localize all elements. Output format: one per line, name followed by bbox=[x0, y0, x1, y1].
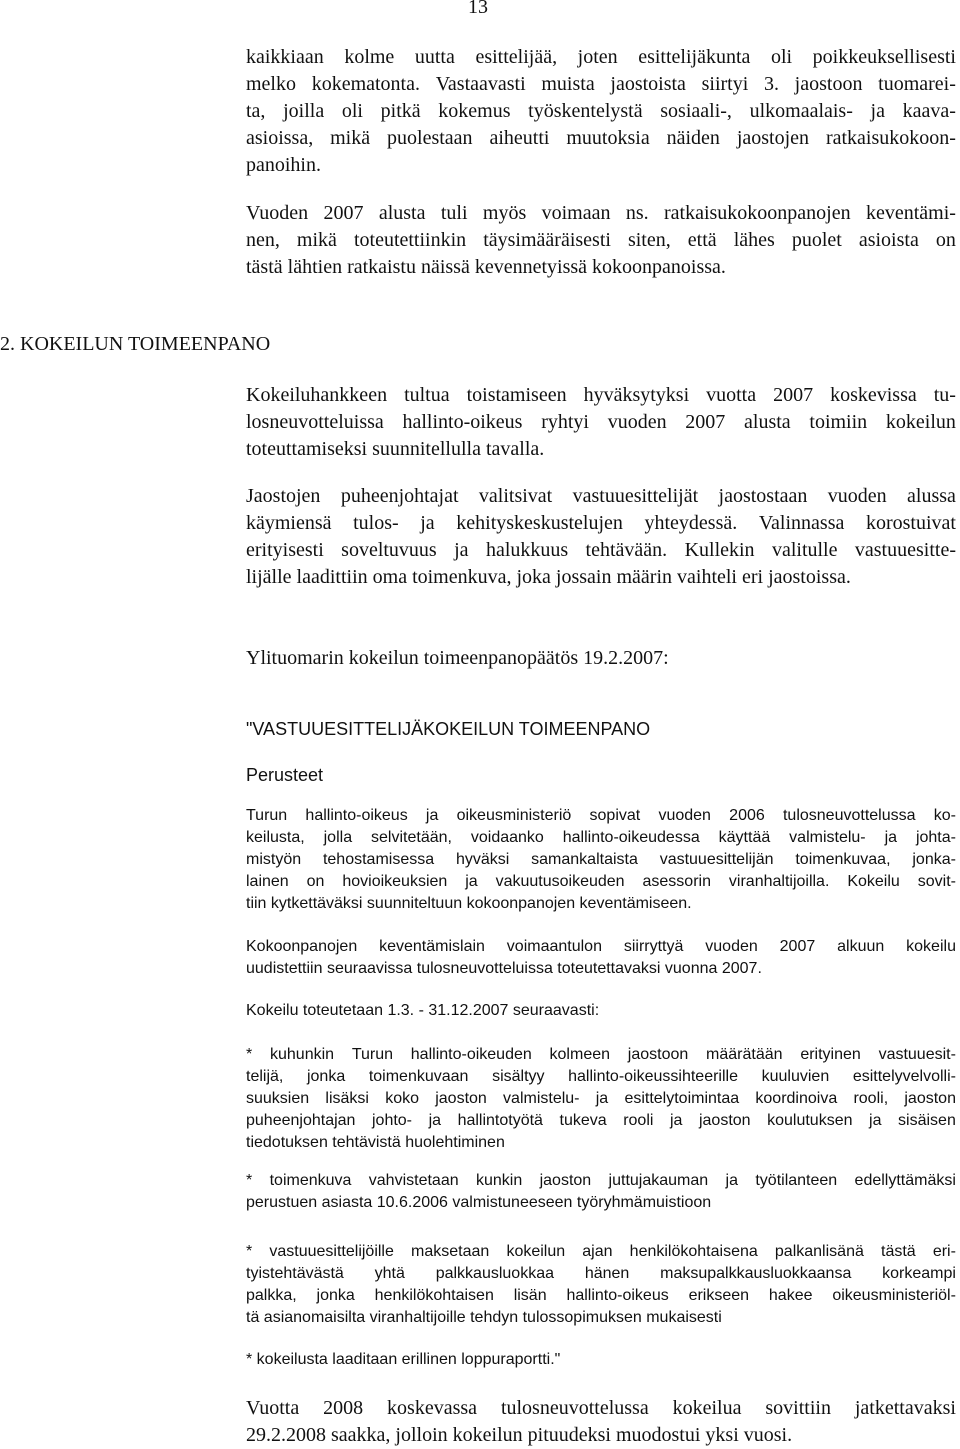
word: jaostoon bbox=[627, 1046, 689, 1063]
word: vastuuesit- bbox=[878, 1046, 956, 1063]
word: valmistelu- bbox=[789, 829, 866, 846]
word: täysimääräisesti bbox=[483, 229, 611, 251]
text-line bbox=[246, 227, 956, 254]
word: ryhtyi bbox=[541, 411, 589, 433]
word: palkanlisänä bbox=[774, 1243, 864, 1260]
word: Turun bbox=[351, 1046, 394, 1063]
word: melko bbox=[246, 73, 296, 95]
bullet-vastuuesittelija bbox=[246, 1044, 956, 1154]
word: muutoksia bbox=[566, 127, 650, 149]
word: soveltuvuus bbox=[341, 539, 437, 561]
word: lähes bbox=[733, 229, 775, 251]
text-line bbox=[246, 1285, 956, 1307]
word: erikseen bbox=[688, 1287, 750, 1304]
word: toimenkuva bbox=[269, 1172, 352, 1189]
text-line bbox=[246, 1044, 956, 1066]
word: mistyön bbox=[246, 851, 302, 868]
word: johta- bbox=[915, 829, 956, 846]
word: esittelijää, bbox=[475, 46, 558, 68]
word: hyväksytyksi bbox=[583, 384, 690, 406]
word: ns. bbox=[625, 202, 649, 224]
word: koskevissa bbox=[830, 384, 917, 406]
word: eri- bbox=[932, 1243, 956, 1260]
text-line: uudistettiin seuraavissa tulosneuvotteluissa toteutettavaksi vuonna 2007. bbox=[246, 960, 762, 977]
word: 3. bbox=[763, 73, 779, 95]
word: Vuotta bbox=[246, 1397, 300, 1419]
word: kokematonta. bbox=[311, 73, 420, 95]
word: puolestaan bbox=[387, 127, 473, 149]
word: maksupalkkausluokkaansa bbox=[660, 1265, 852, 1282]
word: 2007 bbox=[323, 202, 364, 224]
word: 2007 bbox=[779, 938, 816, 955]
bullet-toimenkuva bbox=[246, 1170, 956, 1214]
word: kehityskeskustelujen bbox=[456, 512, 623, 534]
word: edellyttämäksi bbox=[854, 1172, 956, 1189]
quote-subtitle: Perusteet bbox=[246, 765, 324, 785]
text-line bbox=[246, 849, 956, 871]
word: korostuivat bbox=[865, 512, 956, 534]
word: hyväksi bbox=[455, 851, 510, 868]
word: suuksien bbox=[246, 1090, 310, 1107]
word: tultua bbox=[404, 384, 450, 406]
word: koko bbox=[385, 1090, 419, 1107]
quote-title: "VASTUUESITTELIJÄKOKEILUN TOIMEENPANO bbox=[246, 719, 651, 739]
word: mikä bbox=[296, 229, 337, 251]
word: jaoston bbox=[698, 1112, 751, 1129]
word: kokemus bbox=[438, 100, 511, 122]
word: hallinto-oikeussihteerille bbox=[568, 1068, 738, 1085]
word: ratkaisukokoonpanojen bbox=[663, 202, 851, 224]
word: hakee bbox=[768, 1287, 813, 1304]
word: käymiensä bbox=[246, 512, 332, 534]
word: jaostoista bbox=[610, 73, 686, 95]
word: ta, bbox=[246, 100, 266, 122]
text-line bbox=[246, 1395, 956, 1422]
word: toteutettiinkin bbox=[353, 229, 467, 251]
word: hallinto-oikeudessa bbox=[562, 829, 700, 846]
word: maksetaan bbox=[411, 1243, 490, 1260]
word: sopivat bbox=[589, 807, 641, 824]
word: 2006 bbox=[729, 807, 765, 824]
word: vahvistetaan bbox=[368, 1172, 459, 1189]
word: vastuuesittelijöille bbox=[269, 1243, 394, 1260]
word: esittelytoimintaa bbox=[624, 1090, 740, 1107]
text-line bbox=[246, 71, 956, 98]
word: ja bbox=[454, 539, 469, 561]
word: kolmeen bbox=[549, 1046, 611, 1063]
word: että bbox=[687, 229, 717, 251]
word: Turun bbox=[246, 807, 288, 824]
word: asessorin bbox=[642, 873, 711, 890]
word: ja bbox=[725, 1172, 738, 1189]
word: halukkuus bbox=[485, 539, 569, 561]
text-line: * kokeilusta laaditaan erillinen loppuraportti." bbox=[246, 1351, 561, 1368]
word: vuoden bbox=[658, 807, 711, 824]
word: hovioikeuksien bbox=[342, 873, 448, 890]
word: Kokoonpanojen bbox=[246, 938, 358, 955]
word: jaostostaan bbox=[718, 485, 808, 507]
word: tuli bbox=[440, 202, 468, 224]
word: mikä bbox=[330, 127, 371, 149]
word: kolme bbox=[344, 46, 395, 68]
text-line bbox=[246, 805, 956, 827]
word: hänen bbox=[584, 1265, 630, 1282]
word: palkka, bbox=[246, 1287, 297, 1304]
word: jaoston bbox=[904, 1090, 956, 1107]
word: asioista bbox=[858, 229, 919, 251]
word: sovittiin bbox=[765, 1397, 831, 1419]
text-line: tästä lähtien ratkaistu näissä kevennetyissä kokoonpanoissa. bbox=[246, 256, 726, 278]
word: ja bbox=[884, 829, 898, 846]
word: lainen bbox=[246, 873, 289, 890]
word: jaostojen bbox=[736, 127, 810, 149]
word: ja bbox=[669, 1112, 683, 1129]
word: kokeilun bbox=[506, 1243, 566, 1260]
word: toimenkuvaa, bbox=[795, 851, 891, 868]
word: valitulle bbox=[771, 539, 838, 561]
text-line bbox=[246, 483, 956, 510]
word: erityinen bbox=[800, 1046, 861, 1063]
word: kuuluvien bbox=[761, 1068, 830, 1085]
text-line bbox=[246, 537, 956, 564]
word: tuomarei- bbox=[878, 73, 956, 95]
word: hallinto-oikeus bbox=[305, 807, 408, 824]
word: toimenkuvaan bbox=[368, 1068, 469, 1085]
word: sosiaali-, bbox=[660, 100, 732, 122]
word: puheenjohtajat bbox=[340, 485, 459, 507]
word: vakuutusoikeuden bbox=[495, 873, 625, 890]
word: ja bbox=[595, 1090, 609, 1107]
word: Valinnassa bbox=[758, 512, 845, 534]
word: yhteydessä. bbox=[644, 512, 738, 534]
word: 2008 bbox=[323, 1397, 364, 1419]
word: siirryttyä bbox=[623, 938, 684, 955]
word: pitkä bbox=[380, 100, 421, 122]
word: oikeusministeriöl- bbox=[832, 1287, 956, 1304]
word: alusta bbox=[744, 411, 791, 433]
word: muista bbox=[541, 73, 595, 95]
word: kokeilun bbox=[885, 411, 956, 433]
text-line: tä asianomaisilta viranhaltijoille tehdyn tulossopimuksen mukaisesti bbox=[246, 1309, 722, 1326]
word: työskentelystä bbox=[528, 100, 643, 122]
word: jaoston bbox=[435, 1090, 487, 1107]
word: Vuoden bbox=[246, 202, 309, 224]
word: hallinto-oikeuden bbox=[410, 1046, 532, 1063]
word: koskevassa bbox=[387, 1397, 478, 1419]
word: oli bbox=[770, 46, 793, 68]
word: keventämi- bbox=[865, 202, 956, 224]
word: 2007 bbox=[685, 411, 726, 433]
word: ja bbox=[425, 807, 439, 824]
quote-paragraph-schedule bbox=[246, 1000, 956, 1022]
text-line bbox=[246, 382, 956, 409]
word: uutta bbox=[414, 46, 455, 68]
word: tu- bbox=[933, 384, 956, 406]
word: vuoden bbox=[827, 485, 887, 507]
text-line bbox=[246, 510, 956, 537]
word: ulkomaalais- bbox=[749, 100, 853, 122]
text-line bbox=[246, 827, 956, 849]
word: koordinoiva bbox=[755, 1090, 838, 1107]
word: oikeusministeriö bbox=[456, 807, 572, 824]
word: jatkettavaksi bbox=[854, 1397, 956, 1419]
bullet-palkanlisa bbox=[246, 1241, 956, 1329]
word: telijä, bbox=[246, 1068, 284, 1085]
word: Kokeiluhankkeen bbox=[246, 384, 388, 406]
word: voimaantulon bbox=[506, 938, 602, 955]
word: on bbox=[935, 229, 956, 251]
word: tulos- bbox=[353, 512, 399, 534]
text-line: panoihin. bbox=[246, 154, 321, 176]
word: jonka- bbox=[912, 851, 956, 868]
word: lisäksi bbox=[325, 1090, 369, 1107]
text-line bbox=[246, 1066, 956, 1088]
word: viranhaltijoilla. bbox=[728, 873, 830, 890]
word: * bbox=[246, 1172, 253, 1189]
word: nen, bbox=[246, 229, 280, 251]
word: hallinto-oikeus bbox=[402, 411, 523, 433]
word: ratkaisukokoon- bbox=[825, 127, 956, 149]
word: henkilökohtaisen bbox=[374, 1287, 494, 1304]
final-paragraph bbox=[246, 1395, 956, 1449]
text-line: perustuen asiasta 10.6.2006 valmistuneeseen työryhmämuistioon bbox=[246, 1194, 712, 1211]
word: ko- bbox=[933, 807, 956, 824]
word: kaikkiaan bbox=[246, 46, 324, 68]
word: joten bbox=[577, 46, 618, 68]
word: Jaostojen bbox=[246, 485, 321, 507]
word: jaostoon bbox=[794, 73, 863, 95]
word: samankaltaista bbox=[531, 851, 638, 868]
word: hallintotyötä bbox=[457, 1112, 543, 1129]
word: tulosneuvottelussa bbox=[500, 1397, 649, 1419]
page-number: 13 bbox=[468, 0, 488, 18]
word: jolla bbox=[323, 829, 353, 846]
word: johto- bbox=[371, 1112, 413, 1129]
word: valmistelu- bbox=[503, 1090, 580, 1107]
word: keilusta, bbox=[246, 829, 305, 846]
text-line: Kokeilu toteutetaan 1.3. - 31.12.2007 seuraavasti: bbox=[246, 1002, 600, 1019]
word: alussa bbox=[907, 485, 956, 507]
word: kaava- bbox=[902, 100, 956, 122]
text-line: tiedotuksen tehtävistä huolehtiminen bbox=[246, 1134, 505, 1151]
word: selvitetään, bbox=[371, 829, 452, 846]
word: sisältyy bbox=[492, 1068, 545, 1085]
word: alusta bbox=[378, 202, 426, 224]
paragraph-jaostojen bbox=[246, 483, 956, 591]
word: puheenjohtajan bbox=[246, 1112, 356, 1129]
text-line bbox=[246, 936, 956, 958]
word: asioissa, bbox=[246, 127, 314, 149]
word: aiheutti bbox=[489, 127, 550, 149]
word: juttujakauman bbox=[608, 1172, 709, 1189]
word: kokeilu bbox=[906, 938, 956, 955]
text-line: 29.2.2008 saakka, jolloin kokeilun pituudeksi muodostui yksi vuosi. bbox=[246, 1424, 793, 1446]
bullet-loppuraportti bbox=[246, 1349, 956, 1371]
word: voimaan bbox=[541, 202, 611, 224]
word: siten, bbox=[627, 229, 671, 251]
word: koulutuksen bbox=[767, 1112, 853, 1129]
word: 2007 bbox=[773, 384, 814, 406]
word: yhtä bbox=[374, 1265, 405, 1282]
word: rooli bbox=[623, 1112, 654, 1129]
word: tästä bbox=[881, 1243, 916, 1260]
text-line bbox=[246, 1241, 956, 1263]
text-line bbox=[246, 1110, 956, 1132]
word: puolet bbox=[791, 229, 842, 251]
word: Kokeilu bbox=[847, 873, 900, 890]
word: hallinto-oikeus bbox=[566, 1287, 669, 1304]
text-line bbox=[246, 125, 956, 152]
word: kuhunkin bbox=[270, 1046, 335, 1063]
word: siirtyi bbox=[701, 73, 749, 95]
word: ja bbox=[870, 100, 885, 122]
word: vastuuesittelijät bbox=[572, 485, 699, 507]
word: rooli, bbox=[853, 1090, 889, 1107]
word: vuoden bbox=[705, 938, 758, 955]
word: poikkeuksellisesti bbox=[812, 46, 956, 68]
word: erityisesti bbox=[246, 539, 324, 561]
quote-paragraph-kokoonpanot bbox=[246, 936, 956, 980]
word: myös bbox=[482, 202, 527, 224]
word: vastuuesittelijän bbox=[659, 851, 774, 868]
paragraph-2007-reform bbox=[246, 200, 956, 281]
word: vuotta bbox=[706, 384, 757, 406]
text-line bbox=[246, 871, 956, 893]
word: käyttää bbox=[718, 829, 771, 846]
word: Kullekin bbox=[684, 539, 755, 561]
text-line bbox=[246, 1088, 956, 1110]
word: tehostamisessa bbox=[322, 851, 435, 868]
word: losneuvotteluissa bbox=[246, 411, 384, 433]
word: esittelyvelvolli- bbox=[852, 1068, 956, 1085]
text-line bbox=[246, 1170, 956, 1192]
decision-title: Ylituomarin kokeilun toimeenpanopäätös 19.2.2007: bbox=[246, 647, 669, 669]
word: ja bbox=[420, 512, 435, 534]
word: lisän bbox=[513, 1287, 547, 1304]
word: tukeva bbox=[559, 1112, 607, 1129]
word: toistamiseen bbox=[466, 384, 567, 406]
word: määrätään bbox=[706, 1046, 783, 1063]
word: oli bbox=[341, 100, 363, 122]
word: on bbox=[306, 873, 325, 890]
word: toimiin bbox=[809, 411, 868, 433]
word: kunkin bbox=[475, 1172, 523, 1189]
text-line: toteuttamiseksi suunnitellulla tavalla. bbox=[246, 438, 545, 460]
text-line bbox=[246, 200, 956, 227]
word: valitsivat bbox=[478, 485, 553, 507]
word: sovit- bbox=[917, 873, 956, 890]
text-line bbox=[246, 409, 956, 436]
word: alkuun bbox=[837, 938, 885, 955]
word: keventämislain bbox=[379, 938, 485, 955]
intro-paragraph bbox=[246, 44, 956, 179]
word: palkkausluokkaa bbox=[435, 1265, 554, 1282]
word: jonka bbox=[306, 1068, 346, 1085]
text-line bbox=[246, 1263, 956, 1285]
word: Vastaavasti bbox=[435, 73, 526, 95]
text-line: tiin kytkettäväksi suunniteltuun kokoonpanojen keventämiseen. bbox=[246, 895, 692, 912]
text-line bbox=[246, 98, 956, 125]
word: tyistehtävästä bbox=[246, 1265, 344, 1282]
paragraph-kokeilu bbox=[246, 382, 956, 463]
word: joilla bbox=[283, 100, 325, 122]
word: tehtävään. bbox=[585, 539, 668, 561]
word: jaoston bbox=[539, 1172, 592, 1189]
word: ja bbox=[465, 873, 478, 890]
word: työtilanteen bbox=[755, 1172, 838, 1189]
word: vastuuesitte- bbox=[854, 539, 956, 561]
text-line bbox=[246, 44, 956, 71]
word: korkeampi bbox=[882, 1265, 956, 1282]
word: voidaanko bbox=[470, 829, 544, 846]
word: vuoden bbox=[607, 411, 667, 433]
word: ajan bbox=[582, 1243, 613, 1260]
word: ja bbox=[869, 1112, 882, 1129]
text-line: lijälle laadittiin oma toimenkuva, joka jossain määrin vaihteli eri jaostoissa. bbox=[246, 566, 851, 588]
word: kokeilua bbox=[672, 1397, 742, 1419]
word: henkilökohtaisena bbox=[629, 1243, 758, 1260]
quote-paragraph-perusteet bbox=[246, 805, 956, 915]
word: näiden bbox=[666, 127, 720, 149]
word: * bbox=[246, 1046, 253, 1063]
word: tulosneuvottelussa bbox=[782, 807, 916, 824]
word: * bbox=[246, 1243, 253, 1260]
word: jonka bbox=[316, 1287, 355, 1304]
word: ja bbox=[428, 1112, 442, 1129]
word: sisäisen bbox=[898, 1112, 956, 1129]
word: esittelijäkunta bbox=[638, 46, 751, 68]
section-heading: 2. KOKEILUN TOIMEENPANO bbox=[0, 333, 271, 355]
